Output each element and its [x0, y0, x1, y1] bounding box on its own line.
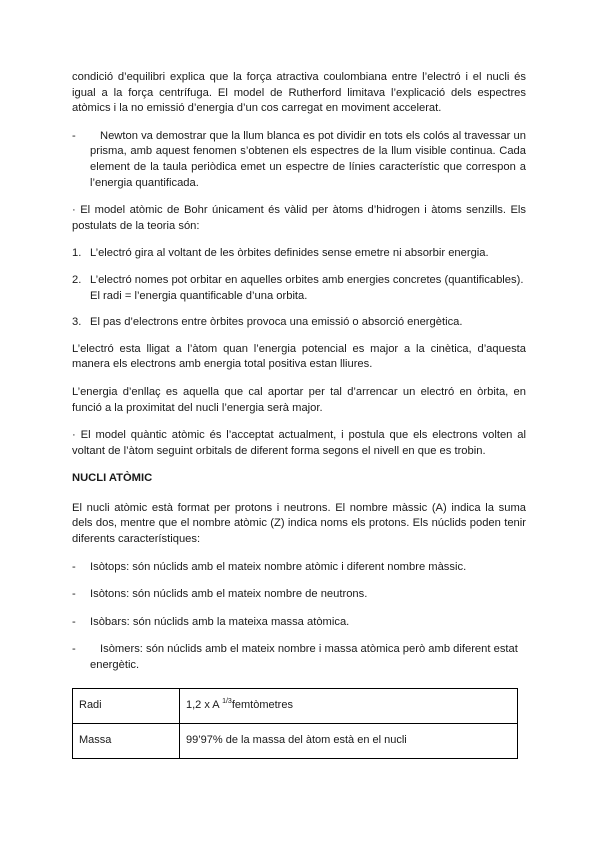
dash-marker: -: [72, 643, 76, 656]
value-prefix: 1,2 x A: [186, 698, 223, 711]
list-item: [72, 560, 526, 576]
quantum-model-paragraph: · El model quàntic atòmic és l’acceptat actualment, i postula que els electrons volten al voltant de l’àtom seguint orbitals de diferent forma segons el nivell en que es trobin.: [72, 429, 526, 457]
newton-list-item: [72, 129, 526, 191]
dash-marker: -: [72, 588, 76, 601]
dash-marker: -: [72, 129, 76, 142]
dash-marker: -: [72, 615, 76, 628]
postulate-text: L’electró gira al voltant de les òrbites definides sense emetre ni absorbir energia.: [90, 247, 489, 260]
nuclide-types-list: [72, 560, 526, 674]
value-suffix: femtòmetres: [231, 698, 293, 711]
list-item-text: Isòmers: són núclids amb el mateix nombre i massa atòmica però amb diferent estat energètic.: [90, 643, 518, 672]
list-item: [72, 615, 526, 631]
list-item-text: Isòtons: són núclids amb el mateix nombre de neutrons.: [90, 588, 368, 601]
table-cell-value: [180, 723, 518, 758]
nucleus-intro: El nucli atòmic està format per protons i neutrons. El nombre màssic (A) indica la suma dels dos, mentre que el nombre atòmic (Z) indica noms els protons. Els núclids poden tenir diferents característiques:: [72, 501, 526, 546]
postulate-item: [72, 246, 526, 262]
bohr-intro: · El model atòmic de Bohr únicament és vàlid per àtoms d’hidrogen i àtoms senzills. Els postulats de la teoria són:: [72, 204, 526, 232]
postulate-number: 2.: [72, 273, 82, 286]
list-item: [72, 642, 526, 673]
postulate-text: El pas d’electrons entre òrbites provoca una emissió o absorció energètica.: [90, 316, 463, 329]
dash-marker: -: [72, 560, 76, 573]
intro-paragraph: condició d’equilibri explica que la força atractiva coulombiana entre l’electró i el nucli és igual a la força centrífuga. El model de Rutherford limitava l’explicació dels espectres atòmics i la no emissió d’energia d’un cos carregat en moviment accelerat.: [72, 71, 526, 115]
table-row: [73, 688, 518, 723]
table-cell-label: Radi: [73, 688, 180, 723]
document-page: [72, 70, 526, 759]
postulate-item: [72, 273, 526, 304]
section-heading: NUCLI ATÒMIC: [72, 472, 153, 485]
bound-electron-paragraph: L’electró esta lligat a l’àtom quan l’energia potencial es major a la cinètica, d’aquesta manera els electrons amb energia total positiva estan lliures.: [72, 342, 526, 371]
binding-energy-paragraph: L’energia d’enllaç es aquella que cal aportar per tal d’arrencar un electró en òrbita, en funció a la proximitat del nucli l’energia serà major.: [72, 385, 526, 414]
list-item-text: Isòtops: són núclids amb el mateix nombre atòmic i diferent nombre màssic.: [90, 560, 467, 573]
table-cell-value: [180, 688, 518, 723]
nucleus-properties-table: [72, 688, 518, 759]
table-row: [73, 723, 518, 758]
postulate-item: [72, 315, 526, 331]
postulate-text: L’electró nomes pot orbitar en aquelles orbites amb energies concretes (quantificables). El radi = l’energia quantificable d’una orbita.: [90, 273, 524, 302]
newton-text: Newton va demostrar que la llum blanca es pot dividir en tots els colós al travessar un prisma, amb aquest fenomen s’obtenen els espectres de la llum visible continua. Cada element de la taula periòdica emet un espectre de línies característic que correspon a l’energia quantificada.: [90, 129, 526, 189]
postulate-number: 3.: [72, 316, 82, 329]
table-cell-label: Massa: [73, 723, 180, 758]
postulate-number: 1.: [72, 247, 82, 260]
value-prefix: 99’97% de la massa del àtom està en el nucli: [186, 733, 407, 746]
list-item: [72, 587, 526, 603]
list-item-text: Isòbars: són núclids amb la mateixa massa atòmica.: [90, 615, 350, 628]
value-exponent: 1/3: [222, 697, 232, 705]
